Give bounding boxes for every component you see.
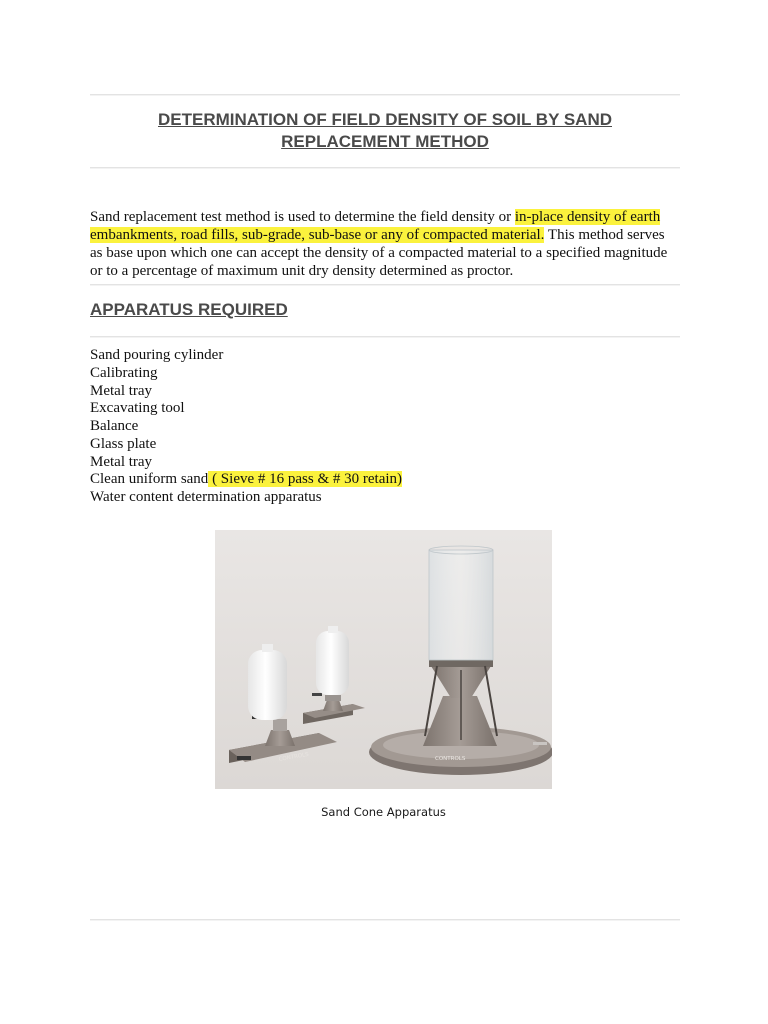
tray-logo-small: CONTROLS bbox=[278, 751, 310, 763]
sand-cone-apparatus-photo bbox=[215, 530, 552, 789]
list-item: Metal tray bbox=[90, 453, 153, 470]
page-title bbox=[120, 109, 650, 153]
list-item: Balance bbox=[90, 418, 139, 434]
title-line-1: DETERMINATION OF FIELD DENSITY OF SOIL BY SAND bbox=[158, 110, 612, 129]
apparatus-heading: APPARATUS REQUIRED bbox=[90, 300, 288, 319]
list-item-label: Clean uniform sand bbox=[90, 471, 209, 488]
list-item: Metal tray bbox=[90, 382, 153, 399]
bottom-divider bbox=[90, 919, 680, 921]
top-divider bbox=[90, 94, 680, 96]
intro-divider bbox=[90, 284, 680, 286]
sieve-note-highlight: ( Sieve # 16 pass & # 30 retain) bbox=[208, 471, 403, 488]
apparatus-list bbox=[90, 347, 402, 507]
list-item: Water content determination apparatus bbox=[90, 489, 322, 505]
intro-paragraph bbox=[90, 208, 680, 280]
list-item: Excavating tool bbox=[90, 400, 185, 417]
list-item: Glass plate bbox=[90, 435, 157, 452]
intro-text-start: Sand replacement test method is used to determine the field density or bbox=[90, 209, 515, 225]
list-item: Sand pouring cylinder bbox=[90, 347, 224, 363]
heading-divider bbox=[90, 336, 680, 338]
intro-text-end: This method serves as base upon which one can accept the density of a compacted material to a specified magnitude or to a percentage of maximum unit dry density determined as proctor. bbox=[90, 227, 668, 279]
title-line-2: REPLACEMENT METHOD bbox=[281, 132, 489, 151]
list-item: Calibrating bbox=[90, 364, 158, 381]
tray-logo-large: CONTROLS bbox=[435, 756, 466, 762]
figure-caption: Sand Cone Apparatus bbox=[321, 805, 446, 819]
intro-highlight: in-place density of earth embankments, road fills, sub-grade, sub-base or any of compacted material. bbox=[90, 209, 661, 243]
title-divider bbox=[90, 167, 680, 169]
list-item bbox=[90, 471, 402, 489]
